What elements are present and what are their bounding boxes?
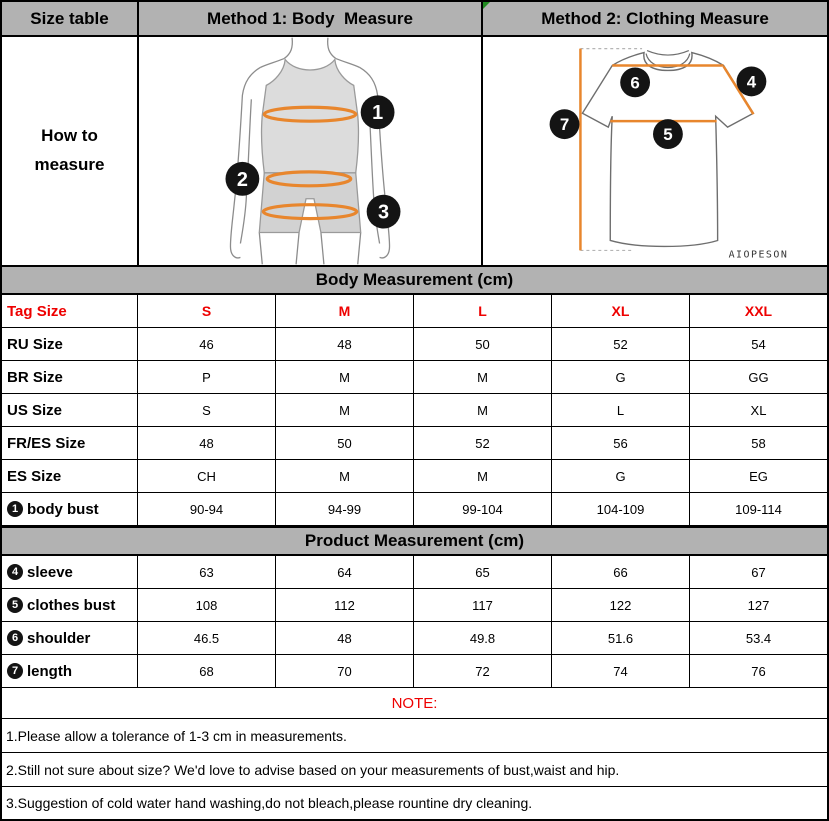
body-measure-figure xyxy=(137,37,481,265)
header-size-table xyxy=(2,2,137,35)
size-col-l: L xyxy=(413,295,551,327)
method1-label: Method 1: Body Measure xyxy=(207,8,413,28)
table-row-ru-size: RU Size 46 48 50 52 54 xyxy=(2,328,827,361)
badge-4-icon: 4 xyxy=(7,564,23,580)
brand-label: AIOPESON xyxy=(728,249,789,261)
badge-4-icon xyxy=(737,66,767,96)
svg-text:2: 2 xyxy=(236,168,248,191)
svg-text:7: 7 xyxy=(559,115,570,135)
size-col-s: S xyxy=(137,295,275,327)
note-item-3: 3.Suggestion of cold water hand washing,do not bleach,please rountine dry cleaning. xyxy=(2,786,827,819)
table-row-clothes-bust: 5 clothes bust 108 112 117 122 127 xyxy=(2,589,827,622)
badge-2-icon xyxy=(225,162,259,196)
tshirt-figure-icon xyxy=(483,37,827,265)
body-measurement-title: Body Measurement (cm) xyxy=(2,265,827,295)
header-method2 xyxy=(481,2,827,35)
clothing-measure-figure xyxy=(481,37,827,265)
method2-label: Method 2: Clothing Measure xyxy=(541,8,769,28)
table-row-length: 7 length 68 70 72 74 76 xyxy=(2,655,827,688)
note-item-2: 2.Still not sure about size? We'd love to advise based on your measurements of bust,waist and hip. xyxy=(2,752,827,786)
svg-text:6: 6 xyxy=(630,73,640,93)
svg-text:1: 1 xyxy=(372,102,384,125)
how-to-measure-row xyxy=(2,37,827,265)
tshirt-shape xyxy=(582,53,753,247)
table-row-br-size: BR Size P M M G GG xyxy=(2,361,827,394)
tank-top-shape xyxy=(261,60,358,173)
badge-7-icon: 7 xyxy=(7,663,23,679)
size-col-m: M xyxy=(275,295,413,327)
badge-7-icon xyxy=(550,109,580,139)
badge-5-icon: 5 xyxy=(7,597,23,613)
badge-1-icon xyxy=(361,95,395,129)
table-row-us-size: US Size S M M L XL xyxy=(2,394,827,427)
header-method1 xyxy=(137,2,481,35)
badge-1-icon: 1 xyxy=(7,501,23,517)
svg-text:3: 3 xyxy=(378,201,390,224)
table-row-es-size: ES Size CH M M G EG xyxy=(2,460,827,493)
svg-text:5: 5 xyxy=(663,125,673,145)
size-col-xxl: XXL xyxy=(689,295,827,327)
body-figure-icon xyxy=(139,37,481,265)
svg-text:4: 4 xyxy=(746,72,757,92)
size-table-label: Size table xyxy=(30,8,109,28)
badge-5-icon xyxy=(653,119,683,149)
badge-6-icon xyxy=(620,67,650,97)
size-col-xl: XL xyxy=(551,295,689,327)
table-row-fres-size: FR/ES Size 48 50 52 56 58 xyxy=(2,427,827,460)
note-item-1: 1.Please allow a tolerance of 1-3 cm in measurements. xyxy=(2,718,827,752)
size-header-row xyxy=(2,295,827,328)
tag-size-label: Tag Size xyxy=(7,302,67,320)
badge-3-icon xyxy=(367,195,401,229)
table-row-sleeve: 4 sleeve 63 64 65 66 67 xyxy=(2,556,827,589)
cell-flag-triangle-icon xyxy=(483,2,490,9)
top-header-row xyxy=(2,2,827,37)
badge-6-icon: 6 xyxy=(7,630,23,646)
table-row-shoulder: 6 shoulder 46.5 48 49.8 51.6 53.4 xyxy=(2,622,827,655)
table-row-body-bust: 1 body bust 90-94 94-99 99-104 104-109 109-114 xyxy=(2,493,827,526)
product-measurement-title: Product Measurement (cm) xyxy=(2,526,827,556)
how-to-measure-label: How to measure xyxy=(34,126,105,174)
note-title: NOTE: xyxy=(391,694,438,712)
